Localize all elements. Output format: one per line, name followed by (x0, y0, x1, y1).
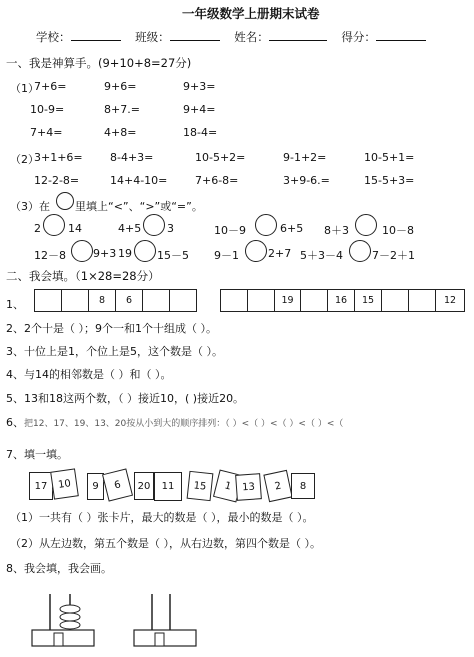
number-card: 17 (29, 472, 53, 500)
number-card: 8 (291, 473, 315, 499)
cmp-1-right: 14 (68, 222, 82, 235)
number-card: 15 (187, 471, 214, 501)
cmp-6-right: 15－5 (157, 249, 189, 262)
cmp-7-left: 9－1 (214, 249, 239, 262)
calc-2-8: 7+6-8= (195, 174, 239, 187)
part-3-instruction: 里填上“<”、“>”或“=”。 (75, 200, 203, 213)
cmp-8-right: 7－2＋1 (372, 249, 415, 262)
seq2-cell[interactable] (300, 289, 328, 312)
calc-1-9: 18-4= (183, 126, 218, 139)
class-blank[interactable] (170, 30, 220, 41)
calc-2-1: 3+1+6= (34, 151, 83, 164)
calc-1-2: 9+6= (104, 80, 137, 93)
abacus-1 (28, 592, 98, 648)
seq1-cell[interactable] (61, 289, 89, 312)
number-card: 11 (154, 472, 182, 501)
question-6 (6, 414, 343, 430)
calc-1-7: 7+4= (30, 126, 63, 139)
compare-circle-5[interactable] (71, 240, 93, 262)
part-3-label: （3）在 (10, 200, 50, 213)
number-card: 6 (102, 468, 133, 501)
question-6-number: 6、 (6, 416, 24, 429)
name-blank[interactable] (269, 30, 327, 41)
example-circle (56, 192, 74, 210)
question-7-2: （2）从左边数，第五个数是（ ），从右边数，第四个数是（ ）。 (10, 537, 321, 550)
cmp-1-left: 2 (34, 222, 41, 235)
compare-circle-2[interactable] (143, 214, 165, 236)
calc-1-8: 4+8= (104, 126, 137, 139)
seq2-cell: 19 (274, 289, 301, 312)
seq1-cell[interactable] (34, 289, 62, 312)
compare-circle-6[interactable] (134, 240, 156, 262)
cmp-3-left: 10－9 (214, 224, 246, 237)
number-card: 20 (134, 472, 154, 500)
section-2-heading: 二、我会填。（1×28=28分） (6, 269, 160, 283)
score-blank[interactable] (376, 30, 426, 41)
seq1-cell: 6 (115, 289, 143, 312)
cmp-2-left: 4+5 (118, 222, 142, 235)
cmp-4-right: 10－8 (382, 224, 414, 237)
seq2-cell[interactable] (408, 289, 436, 312)
number-card: 2 (263, 470, 292, 502)
cmp-3-right: 6+5 (280, 222, 304, 235)
question-8: 8、我会填，我会画。 (6, 562, 112, 575)
calc-2-10: 15-5+3= (364, 174, 415, 187)
header-info (36, 29, 426, 45)
seq1-cell: 8 (88, 289, 116, 312)
calc-1-1: 7+6= (34, 80, 67, 93)
question-7: 7、填一填。 (6, 448, 68, 461)
question-2: 2、2个十是（ ）；9个一和1个十组成（ ）。 (6, 322, 217, 335)
number-card: 10 (50, 468, 79, 499)
seq2-cell: 15 (354, 289, 382, 312)
number-card: 13 (235, 473, 262, 501)
cmp-4-left: 8＋3 (324, 224, 349, 237)
calc-2-3: 10-5+2= (195, 151, 246, 164)
cmp-6-left: 19 (118, 247, 132, 260)
class-label: 班级： (135, 30, 170, 44)
abacus-2[interactable] (130, 592, 200, 648)
question-7-1: （1）一共有（ ）张卡片，最大的数是（ ），最小的数是（ ）。 (10, 511, 314, 524)
part-2-label: （2） (10, 153, 39, 166)
school-label: 学校： (36, 30, 71, 44)
calc-1-3: 9+3= (183, 80, 216, 93)
seq2-cell: 16 (327, 289, 355, 312)
calc-1-5: 8+7.= (104, 103, 140, 116)
question-4: 4、与14的相邻数是（ ）和（ ）。 (6, 368, 172, 381)
question-6-text: 把12、17、19、13、20按从小到大的顺序排列：（ ）<（ ）<（ ）<（ ）<（ (24, 419, 344, 429)
question-5: 5、13和18这两个数，（ ）接近10，( )接近20。 (6, 392, 245, 405)
compare-circle-7[interactable] (245, 240, 267, 262)
compare-circle-8[interactable] (349, 240, 371, 262)
calc-1-6: 9+4= (183, 103, 216, 116)
q1-label: 1、 (6, 298, 24, 311)
seq1-cell[interactable] (169, 289, 197, 312)
page-title: 一年级数学上册期末试卷 (182, 6, 320, 21)
seq2-cell[interactable] (220, 289, 248, 312)
calc-2-4: 9-1+2= (283, 151, 327, 164)
cmp-5-right: 9+3 (93, 247, 117, 260)
seq2-cell[interactable] (381, 289, 409, 312)
compare-circle-1[interactable] (43, 214, 65, 236)
calc-2-9: 3+9-6.= (283, 174, 330, 187)
cmp-5-left: 12－8 (34, 249, 66, 262)
name-label: 姓名： (234, 30, 269, 44)
school-blank[interactable] (71, 30, 121, 41)
number-card: 1 (213, 470, 243, 503)
seq2-cell[interactable] (247, 289, 275, 312)
calc-1-4: 10-9= (30, 103, 65, 116)
compare-circle-3[interactable] (255, 214, 277, 236)
part-1-label: （1） (10, 82, 39, 95)
cmp-8-left: 5＋3－4 (300, 249, 343, 262)
score-label: 得分： (341, 30, 376, 44)
calc-2-7: 14+4-10= (110, 174, 168, 187)
number-card: 9 (87, 473, 104, 500)
section-1-heading: 一、我是神算手。(9+10+8=27分) (6, 56, 192, 70)
calc-2-5: 10-5+1= (364, 151, 415, 164)
calc-2-6: 12-2-8= (34, 174, 80, 187)
calc-2-2: 8-4+3= (110, 151, 154, 164)
seq2-cell: 12 (435, 289, 465, 312)
compare-circle-4[interactable] (355, 214, 377, 236)
seq1-cell[interactable] (142, 289, 170, 312)
cmp-2-right: 3 (167, 222, 174, 235)
cmp-7-right: 2+7 (268, 247, 292, 260)
question-3: 3、十位上是1，个位上是5，这个数是（ ）。 (6, 345, 223, 358)
